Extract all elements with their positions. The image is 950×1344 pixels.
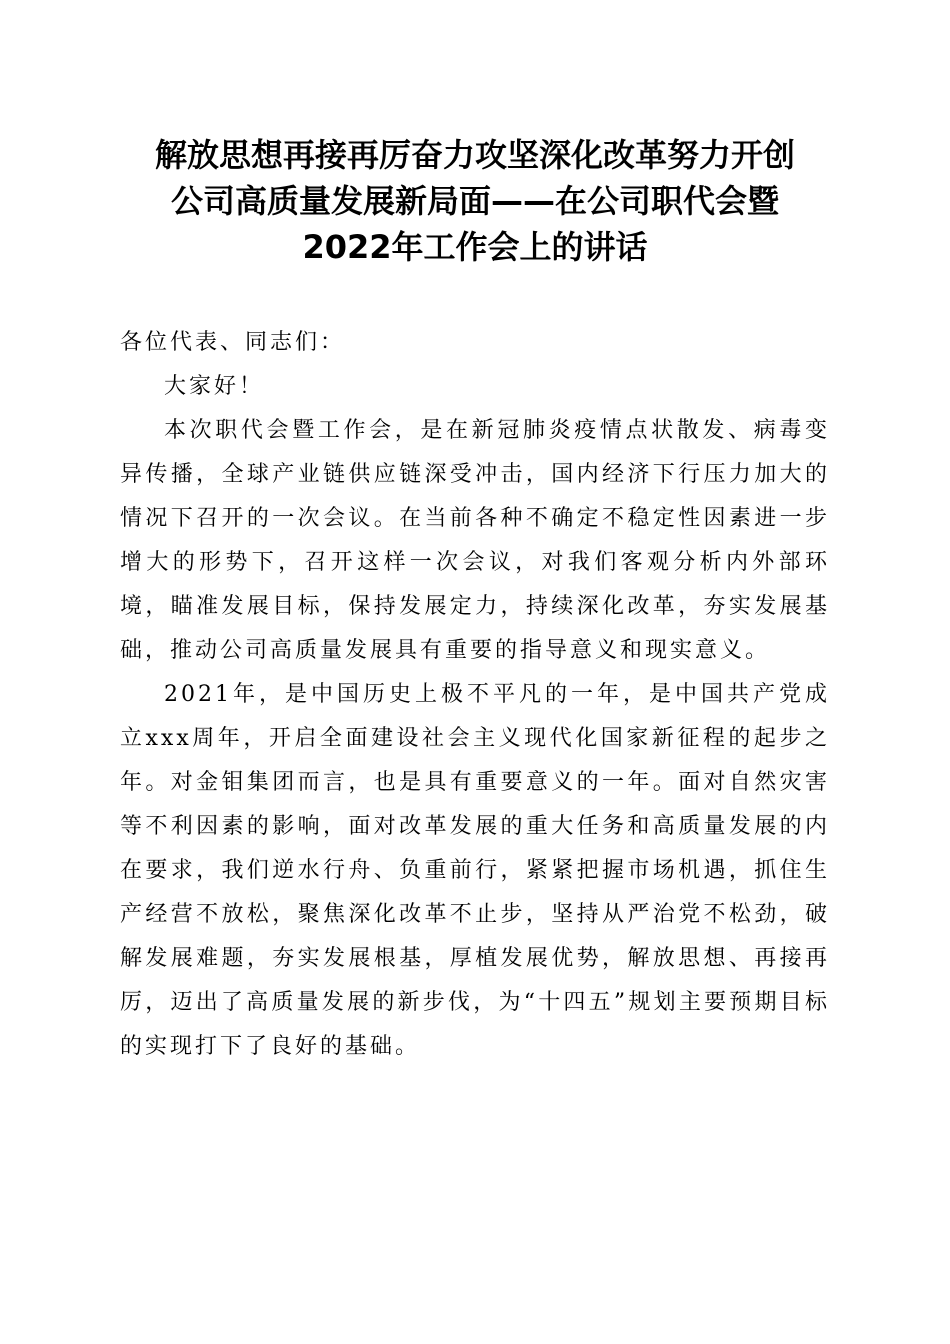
document-title	[100, 132, 850, 270]
salutation: 各位代表、同志们：	[120, 330, 346, 355]
title-line-2: 公司高质量发展新局面——在公司职代会暨	[170, 182, 779, 220]
body-paragraph-2: 2021年，是中国历史上极不平凡的一年，是中国共产党成立xxx周年，开启全面建设社会主义现代化国家新征程的起步之年。对金钼集团而言，也是具有重要意义的一年。面对自然灾害等不利因素的影响，面对改革发展的重大任务和高质量发展的内在要求，我们逆水行舟、负重前行，紧紧把握市场机遇，抓住生产经营不放松，聚焦深化改革不止步，坚持从严治党不松劲，破解发展难题，夯实发展根基，厚植发展优势，解放思想、再接再厉，迈出了高质量发展的新步伐，为“十四五”规划主要预期目标的实现打下了良好的基础。	[120, 682, 830, 1059]
title-line-3: 2022年工作会上的讲话	[302, 228, 648, 266]
body-paragraph-1: 本次职代会暨工作会，是在新冠肺炎疫情点状散发、病毒变异传播，全球产业链供应链深受冲击，国内经济下行压力加大的情况下召开的一次会议。在当前各种不确定不稳定性因素进一步增大的形势下，召开这样一次会议，对我们客观分析内外部环境，瞄准发展目标，保持发展定力，持续深化改革，夯实发展基础，推动公司高质量发展具有重要的指导意义和现实意义。	[120, 418, 830, 663]
greeting-paragraph: 大家好！	[164, 374, 265, 399]
document-body	[120, 321, 830, 1069]
title-line-1: 解放思想再接再厉奋力攻坚深化改革努力开创	[154, 136, 795, 174]
